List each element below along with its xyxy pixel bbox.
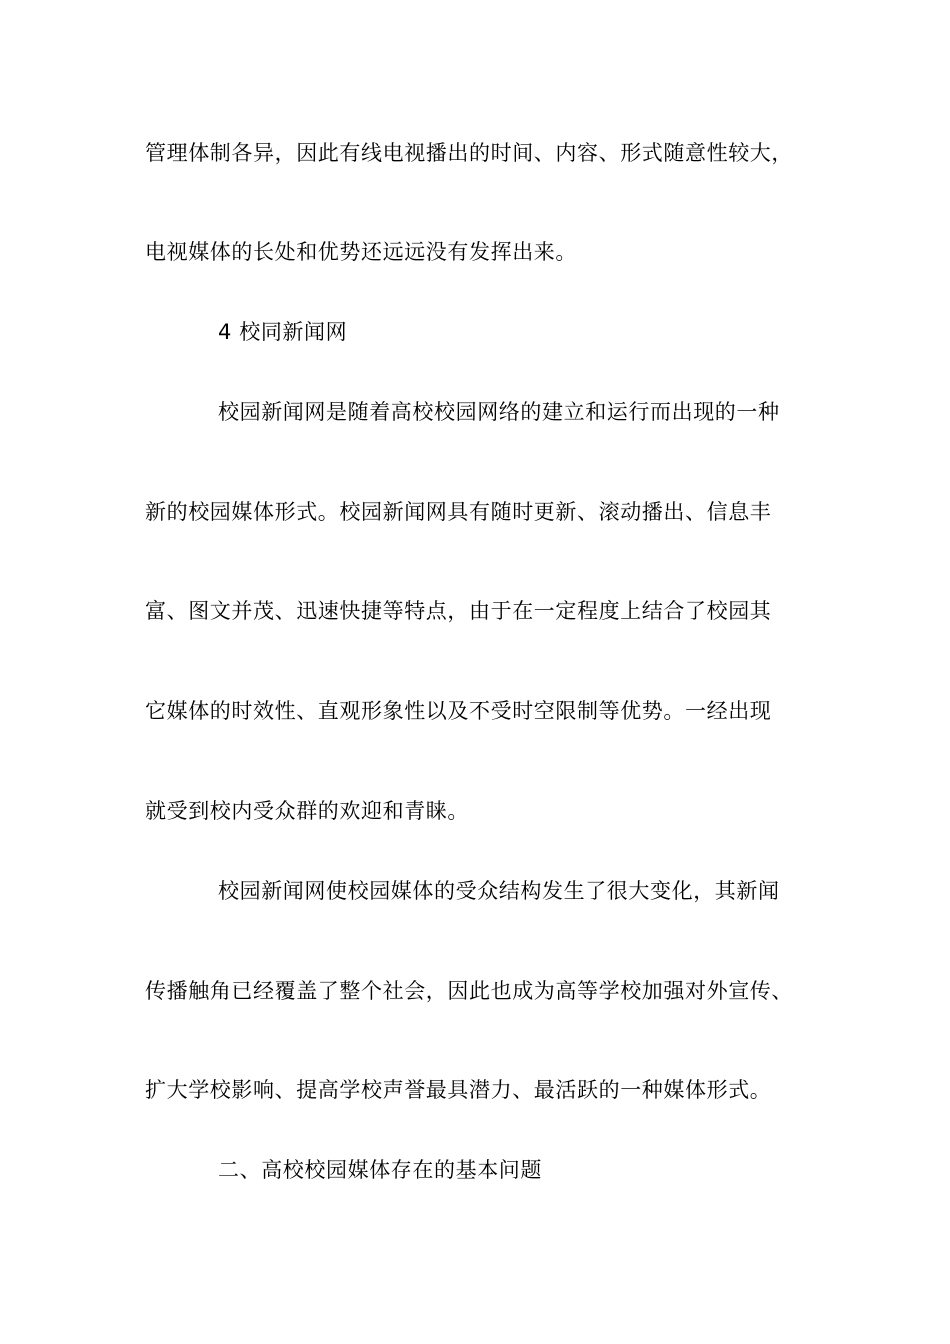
- section-heading: 4 校同新闻网: [218, 320, 348, 344]
- paragraph-line: 它媒体的时效性、直观形象性以及不受时空限制等优势。一经出现: [145, 699, 772, 723]
- paragraph-line: 管理体制各异，因此有线电视播出的时间、内容、形式随意性较大，: [145, 141, 793, 165]
- paragraph-line: 校园新闻网是随着高校校园网络的建立和运行而出现的一种: [218, 400, 780, 424]
- paragraph-line: 校园新闻网使校园媒体的受众结构发生了很大变化，其新闻: [218, 879, 780, 903]
- paragraph-line: 电视媒体的长处和优势还远远没有发挥出来。: [145, 240, 577, 264]
- paragraph-line: 扩大学校影响、提高学校声誉最具潜力、最活跃的一种媒体形式。: [145, 1078, 772, 1102]
- paragraph-line: 富、图文并茂、迅速快捷等特点，由于在一定程度上结合了校园其: [145, 599, 772, 623]
- paragraph-line: 新的校园媒体形式。校园新闻网具有随时更新、滚动播出、信息丰: [145, 500, 772, 524]
- paragraph-line: 就受到校内受众群的欢迎和青睐。: [145, 799, 469, 823]
- section-heading: 二、高校校园媒体存在的基本问题: [218, 1158, 542, 1182]
- paragraph-line: 传播触角已经覆盖了整个社会，因此也成为高等学校加强对外宣传、: [145, 979, 793, 1003]
